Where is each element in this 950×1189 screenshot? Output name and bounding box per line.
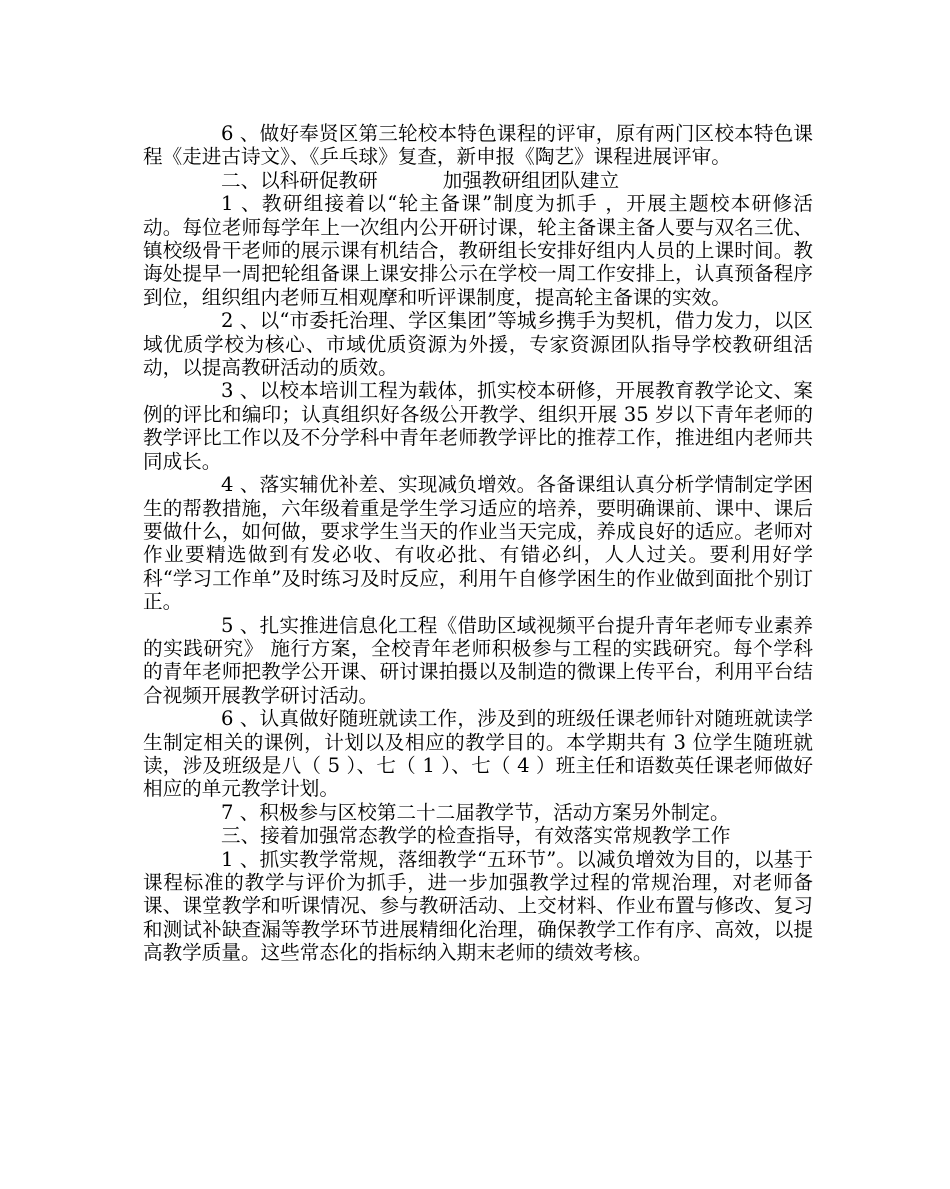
paragraph-course-review: 6 、做好奉贤区第三轮校本特色课程的评审，原有两门区校本特色课程《走进古诗文》、《乒乓球》复查，新申报《陶艺》课程进展评审。 (143, 122, 813, 169)
paragraph-city-partnership: 2 、以“市委托治理、学区集团”等城乡携手为契机，借力发力，以区域优质学校为核心、市域优质资源为外援，专家资源团队指导学校教研组活动，以提高教研活动的质效。 (143, 309, 813, 380)
paragraph-teaching-festival: 7 、积极参与区校第二十二届教学节，活动方案另外制定。 (221, 800, 730, 824)
paragraph-tutoring: 4 、落实辅优补差、实现减负增效。各备课组认真分析学情制定学困生的帮教措施，六年级着重是学生学习适应的培养，要明确课前、课中、课后要做什么，如何做，要求学生当天的作业当天完成，养成良好的适应。老师对作业要精选做到有发必收、有收必批、有错必纠，人人过关。要利用好学科“学习工作单”及时练习及时反应，利用午自修学困生的作业做到面批个别订正。 (143, 473, 813, 614)
document-page (143, 122, 813, 965)
paragraph-lesson-prep: 1 、教研组接着以“轮主备课”制度为抓手 ，开展主题校本研修活动。每位老师每学年上一次组内公开研讨课，轮主备课主备人要与双名三优、镇校级骨干老师的展示课有机结合，教研组长安排好组内人员的上课时间。教诲处提早一周把轮组备课上课安排公示在学校一周工作安排上，认真预备程序到位，组织组内老师互相观摩和听评课制度，提高轮主备课的实效。 (143, 192, 813, 309)
paragraph-inclusive-class: 6 、认真做好随班就读工作，涉及到的班级任课老师针对随班就读学生制定相关的课例，计划以及相应的教学目的。本学期共有 3 位学生随班就读，涉及班级是八（ 5 ）、七（ 1 ）、七（ 4 ）班主任和语数英任课老师做好相应的单元教学计划。 (143, 707, 813, 801)
paragraph-five-steps: 1 、抓实教学常规，落细教学“五环节”。以减负增效为目的，以基于课程标准的教学与评价为抓手，进一步加强教学过程的常规治理，对老师备课、课堂教学和听课情况、参与教研活动、上交材料、作业布置与修改、复习和测试补缺查漏等教学环节进展精细化治理，确保教学工作有序、高效，以提高教学质量。这些常态化的指标纳入期末老师的绩效考核。 (143, 847, 813, 965)
section-heading-research: 二、以科研促教研 加强教研组团队建立 (221, 168, 620, 192)
paragraph-informatization: 5 、扎实推进信息化工程《借助区域视频平台提升青年老师专业素养的实践研究》 施行方案，全校青年老师积极参与工程的实践研究。每个学科的青年老师把教学公开课、研讨课拍摄以及制造的微课上传平台，利用平台结合视频开展教学研讨活动。 (143, 613, 813, 707)
paragraph-school-training: 3 、以校本培训工程为载体，抓实校本研修，开展教育教学论文、案例的评比和编印；认真组织好各级公开教学、组织开展 35 岁以下青年老师的教学评比工作以及不分学科中青年老师教学评比的推荐工作，推进组内老师共同成长。 (143, 379, 813, 473)
section-heading-routine: 三、接着加强常态教学的检查指导，有效落实常规教学工作 (221, 824, 731, 848)
